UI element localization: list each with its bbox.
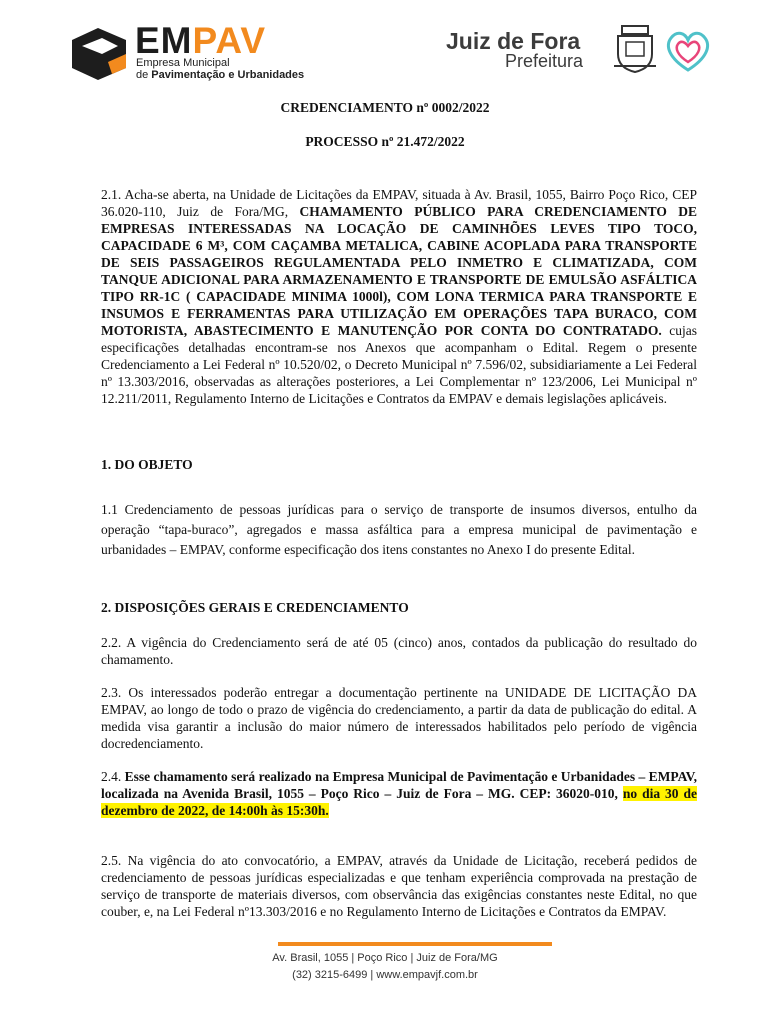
city-crest-icon	[610, 22, 660, 74]
highlighted-date: no dia 30 de dezembro de 2022, de 14:00h às 15:30h.	[101, 786, 697, 818]
footer-contact: (32) 3215-6499 | www.empavjf.com.br	[292, 969, 478, 981]
empav-subtitle-line2: de Pavimentação e Urbanidades	[136, 69, 305, 81]
paragraph-2-5: 2.5. Na vigência do ato convocatório, a EMPAV, através da Unidade de Licitação, receberá pedidos de credenciamento de pessoas jurídicas especializadas e que tenham experiência comprovada na prestação de serviço de transporte de materiais diversos, com observância das exigências constantes neste Edital, no que couber, e, na Lei Federal nº13.303/2016 e no Regulamento Interno de Licitações e Contratos da EMPAV.	[101, 853, 697, 919]
process-number: PROCESSO nº 21.472/2022	[305, 134, 465, 149]
empav-logo-icon	[68, 26, 130, 82]
section-2-heading: 2. DISPOSIÇÕES GERAIS E CREDENCIAMENTO	[101, 600, 409, 615]
document-title: CREDENCIAMENTO nº 0002/2022	[280, 100, 490, 115]
paragraph-2-3: 2.3. Os interessados poderão entregar a documentação pertinente na UNIDADE DE LICITAÇÃO DA EMPAV, ao longo de todo o prazo de vigência do credenciamento, a partir da data de publicação do edital. A medida visa garantir a inclusão do maior número de interessados habilitados pelo período de vigência docredenciamento.	[101, 685, 697, 751]
paragraph-2-1: 2.1. Acha-se aberta, na Unidade de Licitações da EMPAV, situada à Av. Brasil, 1055, Bairro Poço Rico, CEP 36.020-110, Juiz de Fora/MG, CHAMAMENTO PÚBLICO PARA CREDENCIAMENTO DE EMPRESAS INTERESSADAS NA LOCAÇÃO DE CAMINHÕES LEVES TIPO TOCO, CAPACIDADE 6 M³, COM CAÇAMBA METALICA, CABINE ACOPLADA PARA TRANSPORTE DE SEIS PASSAGEIROS REGULAMENTADA PELO INMETRO E CLIMATIZADA, COM TANQUE ADICIONAL PARA ARMAZENAMENTO E TRANSPORTE DE EMULSÃO ASFÁLTICA TIPO RR-1C ( CAPACIDADE MINIMA 1000l), COM LONA TERMICA PARA TRANSPORTE E INSUMOS E FERRAMENTAS PARA UTILIZAÇÃO EM OPERAÇÕES TAPA BURACO, COM MOTORISTA, ABASTECIMENTO E MANUTENÇÃO POR CONTA DO CONTRATADO. cujas especificações detalhadas encontram-se nos Anexos que acompanham o Edital. Regem o presente Credenciamento a Lei Federal nº 10.520/02, o Decreto Municipal nº 7.596/02, subsidiariamente a Lei Federal nº 13.303/2016, observadas as alterações posteriores, a Lei Complementar nº 123/2006, Lei Municipal nº 12.211/2011, Regulamento Interno de Licitações e Contratos da EMPAV e demais legislações aplicáveis.	[101, 187, 697, 406]
paragraph-2-4: 2.4. Esse chamamento será realizado na Empresa Municipal de Pavimentação e Urbanidades – EMPAV, localizada na Avenida Brasil, 1055 – Poço Rico – Juiz de Fora – MG. CEP: 36020-010, no dia 30 de dezembro de 2022, de 14:00h às 15:30h.	[101, 769, 698, 818]
page-header	[0, 0, 770, 95]
footer-divider	[278, 942, 552, 946]
prefeitura-subtitle: Prefeitura	[505, 51, 584, 71]
empav-subtitle-line1: Empresa Municipal	[136, 57, 230, 69]
heart-logo-icon	[663, 28, 713, 74]
paragraph-2-2: 2.2. A vigência do Credenciamento será de até 05 (cinco) anos, contados da publicação do resultado do chamamento.	[101, 635, 697, 667]
footer-address: Av. Brasil, 1055 | Poço Rico | Juiz de Fora/MG	[272, 952, 498, 964]
empav-wordmark: EMPAV	[135, 20, 267, 61]
section-1-heading: 1. DO OBJETO	[101, 457, 193, 472]
prefeitura-name: Juiz de Fora	[446, 28, 581, 54]
paragraph-1-1: 1.1 Credenciamento de pessoas jurídicas para o serviço de transporte de insumos diversos, entulho da operação “tapa-buraco”, agregados e massa asfáltica para a empresa municipal de pavimentação e urbanidades – EMPAV, conforme especificação dos itens constantes no Anexo I do presente Edital.	[101, 502, 697, 557]
